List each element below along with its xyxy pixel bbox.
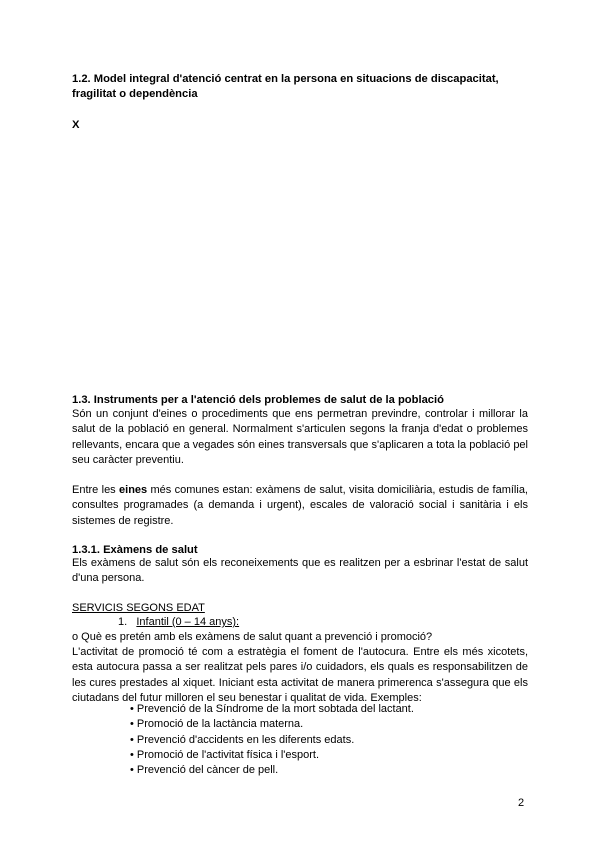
section-1-3-para2: Entre les eines més comunes estan: exàmens de salut, visita domiciliària, estudis de família, consultes programades (a demanda i urgent), escales de valoració social i sanitària i els sistemes de registre. <box>72 484 528 527</box>
servicis-heading: SERVICIS SEGONS EDAT <box>72 602 205 614</box>
list-item: • Promoció de l'activitat física i l'esport. <box>130 748 414 763</box>
examples-list <box>130 702 414 778</box>
list-item: • Prevenció d'accidents en les diferents edats. <box>130 733 414 748</box>
item-infantil: 1. Infantil (0 – 14 anys): <box>118 616 240 628</box>
para-promocio: L'activitat de promoció té com a estratègia el foment de l'autocura. Entre els més xicotets, esta autocura passa a ser realitzat pels pares i/o cuidadors, els quals es responsabilitzen de les cures prestades al xiquet. Iniciant esta activitat de manera primerenca s'assegura que els ciutadans del futur milloren el seu benestar i qualitat de vida. Exemples: <box>72 646 528 704</box>
section-1-3-1-para: Els exàmens de salut són els reconeixements que es realitzen per a esbrinar l'estat de salut d'una persona. <box>72 557 528 585</box>
section-1-2-mark: X <box>72 119 80 131</box>
section-1-3-title: 1.3. Instruments per a l'atenció dels problemes de salut de la població <box>72 394 444 406</box>
eines-bold: eines <box>119 484 148 496</box>
section-1-3-para1: Són un conjunt d'eines o procediments que ens permetran previndre, controlar i millorar la salut de la població en general. Normalment s'articulen segons la franja d'edat o problemes rellevants, encara que a vegades són eines transversals que s'aplicaren a tota la població pel seu caràcter preventiu. <box>72 408 528 466</box>
section-1-3-1-title: 1.3.1. Exàmens de salut <box>72 544 198 556</box>
list-item: • Prevenció del càncer de pell. <box>130 763 414 778</box>
page-number: 2 <box>518 797 525 809</box>
question: o Què es pretén amb els exàmens de salut quant a prevenció i promoció? <box>72 631 433 643</box>
list-item: • Promoció de la lactància materna. <box>130 717 414 732</box>
section-1-2-title: 1.2. Model integral d'atenció centrat en la persona en situacions de discapacitat, fragilitat o dependència <box>72 73 499 100</box>
list-item: • Prevenció de la Síndrome de la mort sobtada del lactant. <box>130 702 414 717</box>
